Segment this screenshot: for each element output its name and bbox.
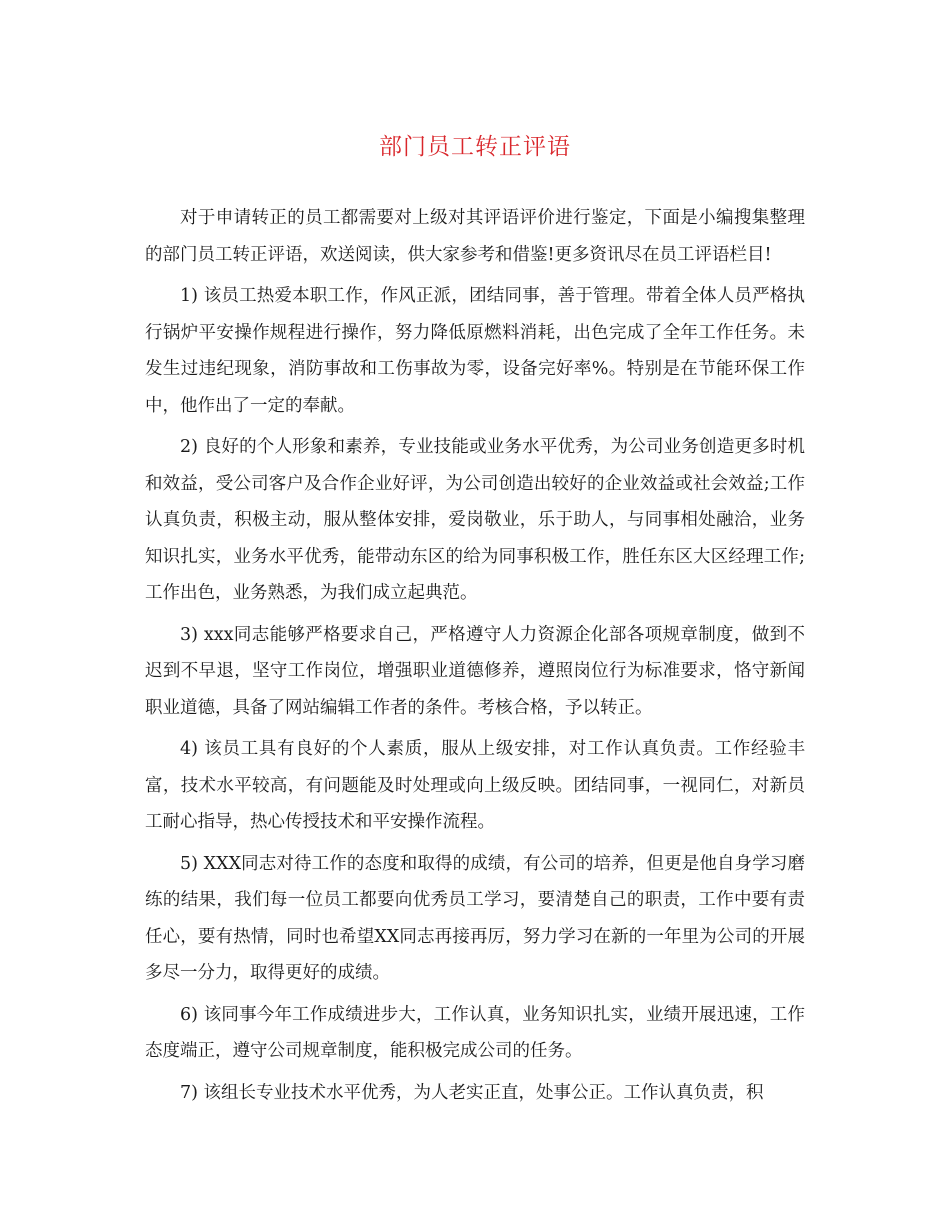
comment-paragraph-5: 5) XXX同志对待工作的态度和取得的成绩，有公司的培养，但更是他自身学习磨练的结果，我们每一位员工都要向优秀员工学习，要清楚自己的职责，工作中要有责任心，要有热情，同时也希望XX同志再接再厉，努力学习在新的一年里为公司的开展多尽一分力，取得更好的成绩。 [145, 853, 805, 983]
comment-paragraph-3: 3) xxx同志能够严格要求自己，严格遵守人力资源企化部各项规章制度，做到不迟到不早退，坚守工作岗位，增强职业道德修养，遵照岗位行为标准要求，恪守新闻职业道德，具备了网站编辑工作者的条件。考核合格，予以转正。 [145, 624, 805, 718]
document-body [145, 200, 805, 1116]
comment-paragraph-4: 4) 该员工具有良好的个人素质，服从上级安排，对工作认真负责。工作经验丰富，技术水平较高，有问题能及时处理或向上级反映。团结同事，一视同仁，对新员工耐心指导，热心传授技术和平安操作流程。 [145, 739, 805, 832]
document-title: 部门员工转正评语 [379, 134, 571, 160]
comment-paragraph-1: 1) 该员工热爱本职工作，作风正派，团结同事，善于管理。带着全体人员严格执行锅炉平安操作规程进行操作，努力降低原燃料消耗，出色完成了全年工作任务。未发生过违纪现象，消防事故和工伤事故为零，设备完好率%。特别是在节能环保工作中，他作出了一定的奉献。 [145, 286, 805, 416]
comment-paragraph-7: 7) 该组长专业技术水平优秀，为人老实正直，处事公正。工作认真负责，积 [180, 1082, 764, 1103]
intro-paragraph: 对于申请转正的员工都需要对上级对其评语评价进行鉴定，下面是小编搜集整理的部门员工转正评语，欢送阅读，供大家参考和借鉴!更多资讯尽在员工评语栏目! [145, 208, 805, 265]
comment-paragraph-2: 2) 良好的个人形象和素养，专业技能或业务水平优秀，为公司业务创造更多时机和效益，受公司客户及合作企业好评，为公司创造出较好的企业效益或社会效益;工作认真负责，积极主动，服从整体安排，爱岗敬业，乐于助人，与同事相处融洽，业务知识扎实，业务水平优秀，能带动东区的给为同事积极工作，胜任东区大区经理工作;工作出色，业务熟悉，为我们成立起典范。 [145, 437, 805, 603]
comment-paragraph-6: 6) 该同事今年工作成绩进步大，工作认真，业务知识扎实，业绩开展迅速，工作态度端正，遵守公司规章制度，能积极完成公司的任务。 [145, 1004, 805, 1061]
